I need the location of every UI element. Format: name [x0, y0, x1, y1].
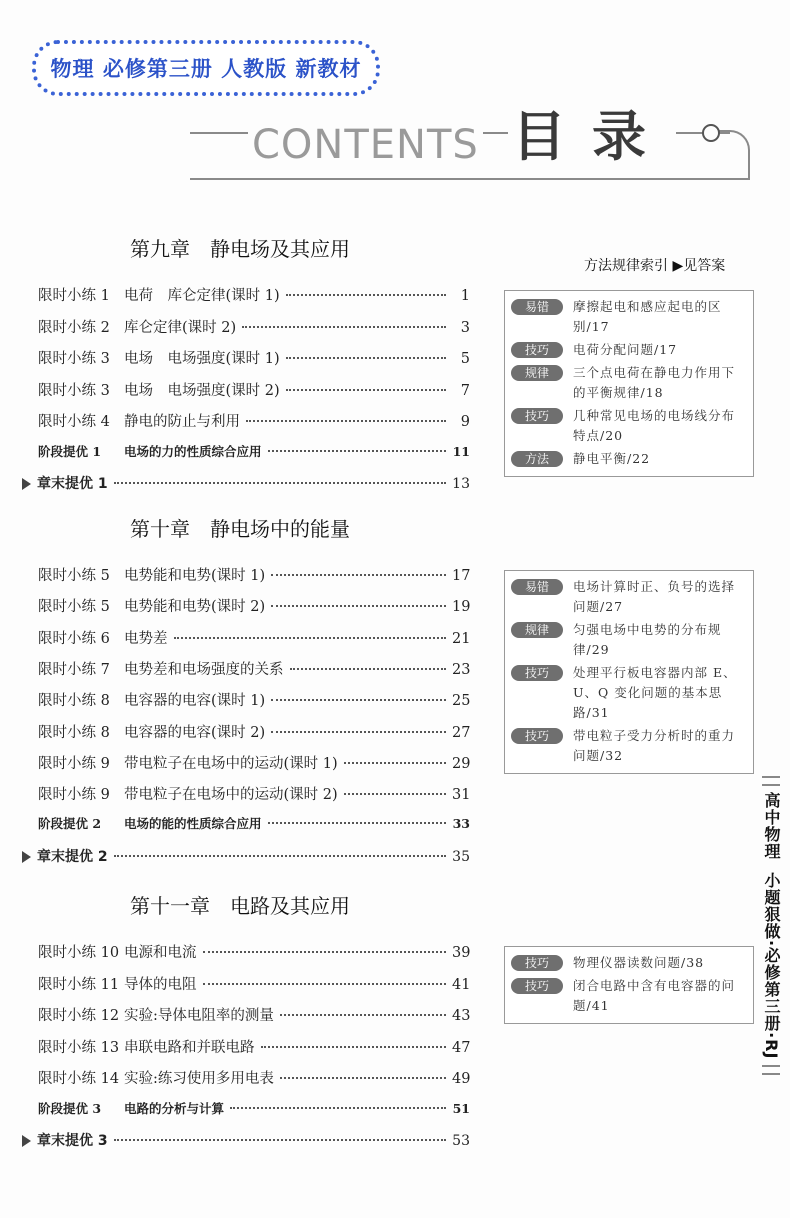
toc-entry[interactable] [38, 658, 470, 680]
triangle-marker-icon [22, 851, 31, 863]
method-index-box [504, 290, 754, 477]
entry-label: 限时小练 9 [38, 787, 110, 804]
toc-entry[interactable] [22, 846, 470, 868]
mulu-heading: 目录 [508, 94, 676, 171]
tip-text: 物理仪器读数问题/38 [573, 955, 705, 970]
tip-tag: 易错 [511, 579, 563, 595]
tip-tag: 技巧 [511, 978, 563, 994]
entry-title: 实验:练习使用多用电表 [124, 1071, 274, 1087]
entry-title: 库仑定律(课时 2) [124, 319, 237, 336]
method-tip [511, 340, 747, 360]
banner-curve [714, 130, 750, 178]
tip-tag: 技巧 [511, 665, 563, 681]
chapter-title: 第十一章 电路及其应用 [130, 894, 350, 918]
method-index-box [504, 570, 754, 774]
entry-title: 带电粒子在电场中的运动(课时 1) [124, 755, 338, 772]
entry-page-number: 43 [452, 1008, 471, 1024]
tip-tag: 技巧 [511, 408, 563, 424]
tip-text: 几种常见电场的电场线分布特点/20 [573, 408, 736, 443]
method-index-box [504, 946, 754, 1024]
dot-leader [246, 420, 446, 422]
entry-label: 限时小练 3 [38, 351, 110, 367]
toc-entry[interactable] [38, 1067, 470, 1089]
entry-label: 阶段提优 1 [38, 443, 102, 459]
entry-page-number: 53 [452, 1133, 470, 1149]
entry-page-number: 21 [452, 630, 471, 647]
toc-entry[interactable] [22, 473, 470, 495]
method-tip [511, 406, 747, 446]
entry-page-number: 27 [452, 724, 471, 741]
entry-label: 限时小练 7 [38, 661, 110, 678]
tip-tag: 规律 [511, 622, 563, 638]
dot-leader [290, 668, 447, 670]
entry-label: 限时小练 2 [38, 319, 110, 336]
entry-title: 导体的电阻 [124, 976, 197, 993]
entry-page-number: 49 [452, 1071, 471, 1087]
entry-title: 串联电路和并联电路 [124, 1039, 255, 1056]
entry-title: 电源和电流 [124, 945, 197, 961]
entry-page-number: 39 [452, 945, 471, 961]
toc-entry[interactable] [38, 627, 470, 649]
dot-leader [242, 326, 446, 328]
toc-entry[interactable] [38, 1036, 470, 1058]
entry-page-number: 11 [452, 443, 470, 459]
entry-label: 阶段提优 2 [38, 816, 102, 832]
tip-tag: 易错 [511, 299, 563, 315]
entry-title: 实验:导体电阻率的测量 [124, 1008, 274, 1024]
entry-page-number: 33 [452, 816, 470, 832]
entry-title: 电场 电场强度(课时 2) [124, 382, 280, 399]
entry-label: 章末提优 1 [37, 476, 108, 492]
dot-leader [203, 983, 447, 985]
entry-page-number: 47 [452, 1039, 471, 1056]
toc-entry[interactable] [38, 347, 470, 369]
toc-entry[interactable] [22, 1130, 470, 1152]
dot-leader [174, 637, 447, 639]
entry-page-number: 23 [452, 661, 471, 678]
toc-entry[interactable] [38, 564, 470, 586]
dot-leader [344, 762, 446, 764]
triangle-marker-icon [22, 1135, 31, 1147]
entry-title: 静电的防止与利用 [124, 414, 240, 430]
chapter-title: 第十章 静电场中的能量 [130, 517, 350, 541]
method-tip [511, 976, 747, 1016]
dot-leader [268, 450, 446, 452]
toc-entry[interactable] [38, 284, 470, 306]
toc-entry[interactable] [38, 689, 470, 711]
toc-entry[interactable] [38, 783, 470, 805]
entry-page-number: 25 [452, 693, 471, 710]
toc-entry[interactable] [38, 379, 470, 401]
entry-title: 电势差和电场强度的关系 [124, 661, 284, 678]
tip-tag: 技巧 [511, 728, 563, 744]
contents-heading: CONTENTS [248, 122, 483, 168]
dot-leader [271, 605, 446, 607]
entry-page-number: 29 [452, 755, 471, 772]
banner-circle-icon [702, 124, 720, 142]
method-tip [511, 577, 747, 617]
method-index-title: 方法规律索引 ▶见答案 [584, 258, 726, 274]
method-tip [511, 953, 747, 973]
tip-text: 处理平行板电容器内部 E、U、Q 变化问题的基本思路/31 [573, 665, 737, 720]
tip-tag: 技巧 [511, 342, 563, 358]
contents-banner [190, 100, 750, 180]
entry-label: 限时小练 11 [38, 976, 120, 993]
dot-leader [344, 793, 446, 795]
entry-title: 电路的分析与计算 [124, 1100, 225, 1116]
entry-label: 限时小练 6 [38, 630, 110, 647]
tip-text: 闭合电路中含有电容器的问题/41 [573, 978, 736, 1013]
toc-entry[interactable] [38, 973, 470, 995]
method-tip [511, 726, 747, 766]
dot-leader [271, 574, 446, 576]
entry-label: 限时小练 8 [38, 724, 110, 741]
entry-label: 限时小练 14 [38, 1071, 120, 1087]
chapter-title: 第九章 静电场及其应用 [130, 237, 350, 261]
dot-leader [286, 389, 446, 391]
toc-entry[interactable] [38, 442, 470, 464]
tip-tag: 方法 [511, 451, 563, 467]
tip-text: 电场计算时正、负号的选择问题/27 [573, 579, 736, 614]
tip-tag: 规律 [511, 365, 563, 381]
entry-page-number: 5 [460, 351, 470, 367]
tip-text: 静电平衡/22 [573, 451, 651, 466]
entry-label: 限时小练 10 [38, 945, 120, 961]
tip-text: 匀强电场中电势的分布规律/29 [573, 622, 722, 657]
toc-entry[interactable] [38, 595, 470, 617]
entry-page-number: 31 [452, 787, 471, 804]
dot-leader [280, 1077, 446, 1079]
entry-label: 限时小练 12 [38, 1008, 120, 1024]
dot-leader [286, 294, 446, 296]
banner-line [190, 178, 750, 180]
entry-title: 电势能和电势(课时 1) [124, 568, 266, 584]
entry-label: 限时小练 5 [38, 568, 110, 584]
toc-entry[interactable] [38, 721, 470, 743]
entry-label: 章末提优 3 [37, 1133, 108, 1149]
toc-entry[interactable] [38, 410, 470, 432]
entry-page-number: 3 [460, 319, 470, 336]
entry-title: 电场的能的性质综合应用 [124, 816, 262, 832]
entry-title: 电场的力的性质综合应用 [124, 443, 262, 459]
toc-entry[interactable] [38, 1004, 470, 1026]
dot-leader [271, 699, 446, 701]
entry-title: 电容器的电容(课时 1) [124, 693, 266, 710]
method-tip [511, 363, 747, 403]
method-tip [511, 297, 747, 337]
toc-entry[interactable] [38, 752, 470, 774]
method-tip [511, 663, 747, 723]
entry-page-number: 9 [460, 414, 470, 430]
entry-page-number: 13 [452, 476, 470, 492]
dot-leader [230, 1107, 446, 1109]
dot-leader [114, 1139, 446, 1141]
method-tip [511, 620, 747, 660]
entry-label: 限时小练 5 [38, 599, 110, 616]
dot-leader [114, 482, 446, 484]
entry-label: 限时小练 8 [38, 693, 110, 710]
entry-page-number: 17 [452, 568, 471, 584]
entry-page-number: 51 [452, 1100, 470, 1116]
entry-label: 限时小练 3 [38, 382, 110, 399]
entry-page-number: 19 [452, 599, 471, 616]
entry-label: 限时小练 1 [38, 288, 110, 304]
tip-text: 三个点电荷在静电力作用下的平衡规律/18 [573, 365, 736, 400]
tip-text: 带电粒子受力分析时的重力问题/32 [573, 728, 736, 763]
entry-title: 带电粒子在电场中的运动(课时 2) [124, 787, 338, 804]
entry-label: 限时小练 9 [38, 755, 110, 772]
tip-tag: 技巧 [511, 955, 563, 971]
side-bar [762, 776, 780, 786]
edition-badge: 物理 必修第三册 人教版 新教材 [32, 40, 380, 96]
toc-entry[interactable] [38, 941, 470, 963]
entry-label: 阶段提优 3 [38, 1100, 102, 1116]
dot-leader [271, 731, 446, 733]
dot-leader [286, 357, 446, 359]
entry-label: 章末提优 2 [37, 848, 108, 865]
toc-entry[interactable] [38, 814, 470, 836]
tip-text: 摩擦起电和感应起电的区别/17 [573, 299, 722, 334]
dot-leader [261, 1046, 447, 1048]
triangle-marker-icon [22, 478, 31, 490]
entry-page-number: 1 [460, 288, 470, 304]
tip-text: 电荷分配问题/17 [573, 342, 678, 357]
entry-title: 电容器的电容(课时 2) [124, 724, 266, 741]
entry-title: 电荷 库仑定律(课时 1) [124, 288, 280, 304]
entry-page-number: 7 [460, 382, 470, 399]
toc-entry[interactable] [38, 1099, 470, 1121]
toc-entry[interactable] [38, 316, 470, 338]
side-label-series: 小题狠做·必修第三册·RJ [762, 872, 781, 1060]
side-label-subject: 高中物理 [762, 792, 781, 860]
entry-label: 限时小练 4 [38, 414, 110, 430]
side-bar [762, 1065, 780, 1075]
entry-page-number: 35 [452, 848, 470, 865]
entry-title: 电势差 [124, 630, 168, 647]
side-label [758, 776, 784, 1081]
entry-label: 限时小练 13 [38, 1039, 120, 1056]
dot-leader [203, 951, 447, 953]
entry-title: 电势能和电势(课时 2) [124, 599, 266, 616]
dot-leader [268, 822, 446, 824]
dot-leader [280, 1014, 446, 1016]
entry-page-number: 41 [452, 976, 471, 993]
entry-title: 电场 电场强度(课时 1) [124, 351, 280, 367]
method-tip [511, 449, 747, 469]
dot-leader [114, 855, 446, 857]
